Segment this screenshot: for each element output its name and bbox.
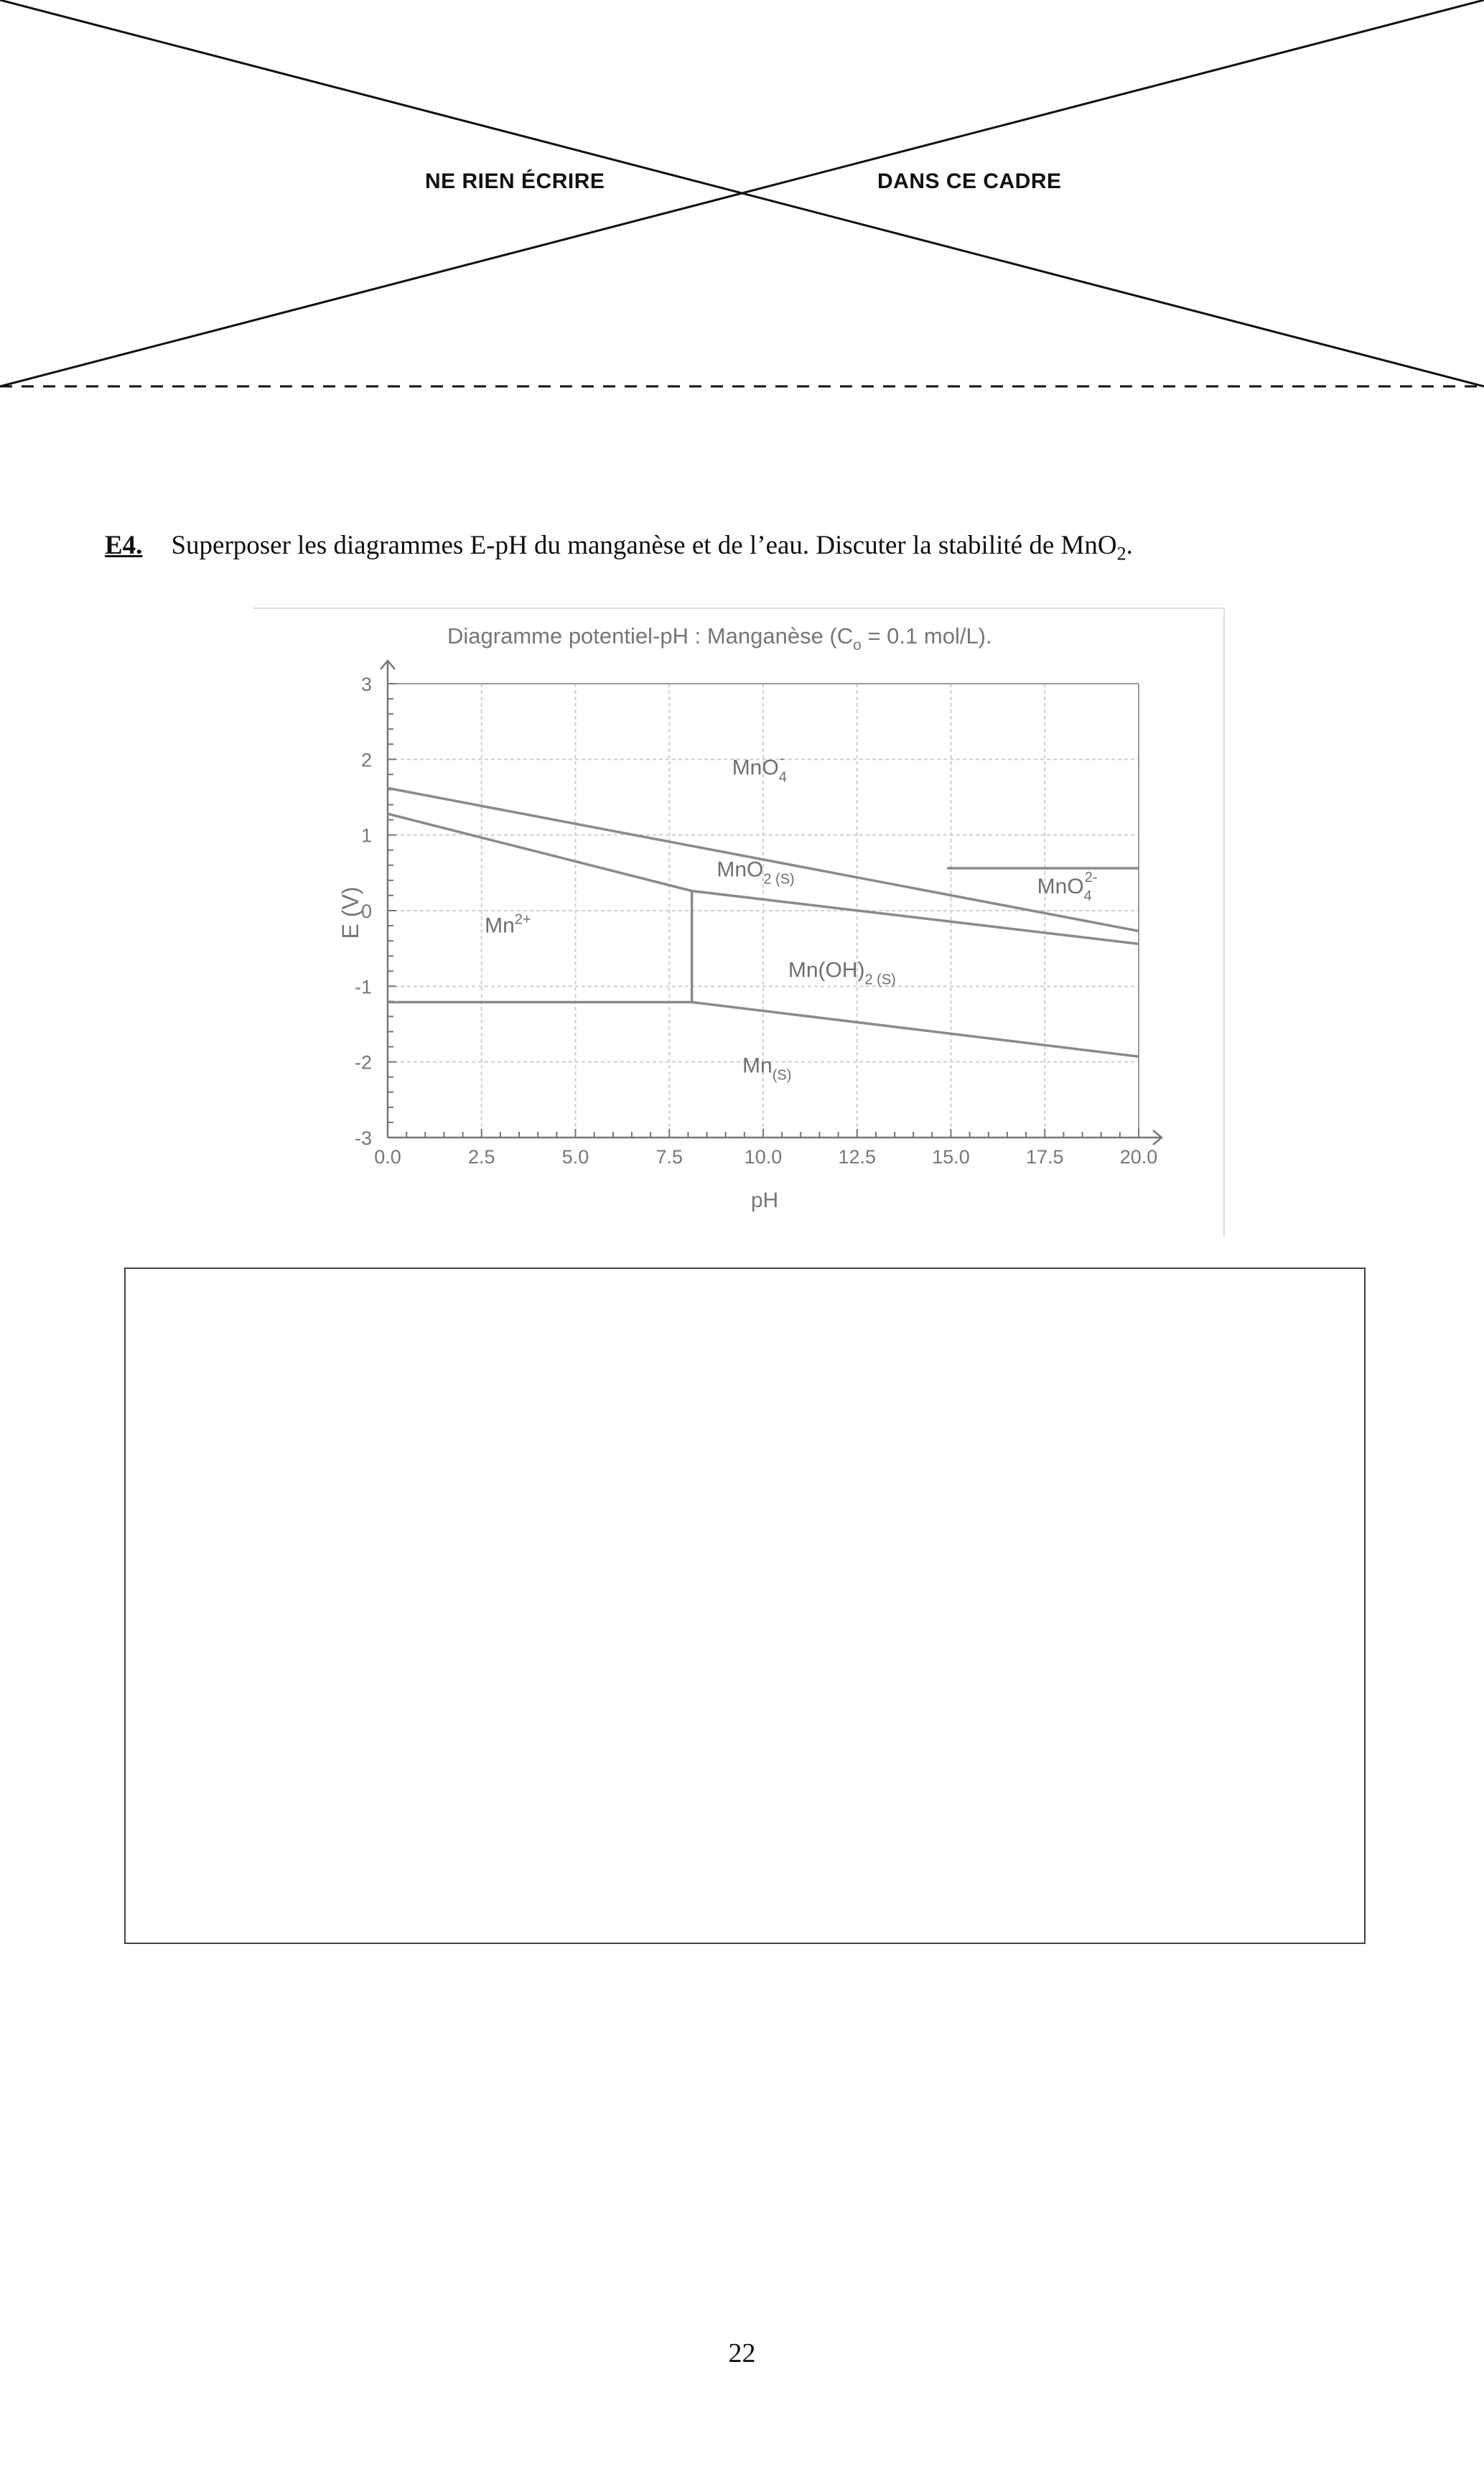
chart-title-main: Diagramme potentiel-pH : Manganèse (C xyxy=(447,623,854,648)
species-label-mnoh2: $Mn(OH)_{2 (S)}$ xyxy=(788,958,896,988)
species-label-mn2: $Mn^{2+}$ xyxy=(485,911,531,938)
x-tick-label: 7.5 xyxy=(655,1146,683,1168)
y-tick-label: 2 xyxy=(360,749,372,771)
header-cross-frame xyxy=(0,0,1484,391)
x-tick-label: 10.0 xyxy=(744,1146,783,1168)
species-label-mno2: MnO$_{2 (S)}$ xyxy=(717,857,795,888)
x-tick-label: 17.5 xyxy=(1025,1146,1064,1168)
epH-chart xyxy=(253,608,1230,1237)
x-tick-label: 0.0 xyxy=(374,1146,401,1168)
y-axis-label: E (V) xyxy=(337,886,363,939)
chart-background xyxy=(253,608,1230,1237)
question-text: Superposer les diagrammes E-pH du manganèse et de l’eau. Discuter la stabilité de MnO xyxy=(171,531,1117,560)
question-end: . xyxy=(1126,531,1133,560)
y-tick-label: -3 xyxy=(354,1127,372,1149)
y-tick-label: -1 xyxy=(354,976,372,998)
species-label-mno4: MnO$_4$- xyxy=(732,750,787,786)
chart-title-sub: o xyxy=(853,637,862,654)
y-tick-label: 3 xyxy=(360,674,372,695)
x-tick-label: 2.5 xyxy=(467,1146,495,1168)
x-tick-label: 12.5 xyxy=(838,1146,877,1168)
y-tick-label: 1 xyxy=(360,824,372,847)
page-number: 22 xyxy=(728,2338,756,2368)
question-line xyxy=(105,530,1133,564)
header-right-text: DANS CE CADRE xyxy=(877,169,1062,193)
x-tick-label: 20.0 xyxy=(1119,1146,1158,1168)
y-tick-label: -2 xyxy=(354,1051,372,1074)
question-number: E4. xyxy=(105,531,143,560)
species-label-mn: $Mn_{(S)}$ xyxy=(742,1054,792,1084)
chart-title-end: = 0.1 mol/L). xyxy=(861,623,992,648)
x-axis-label: pH xyxy=(750,1189,779,1212)
x-tick-label: 5.0 xyxy=(561,1146,589,1168)
y-tick-label: 0 xyxy=(360,901,372,922)
species-label-mno4-2: MnO$_4$2- xyxy=(1037,869,1098,904)
header-left-text: NE RIEN ÉCRIRE xyxy=(425,169,605,193)
question-subscript: 2 xyxy=(1116,543,1126,564)
answer-box[interactable] xyxy=(124,1268,1366,1944)
x-tick-label: 15.0 xyxy=(932,1146,970,1168)
